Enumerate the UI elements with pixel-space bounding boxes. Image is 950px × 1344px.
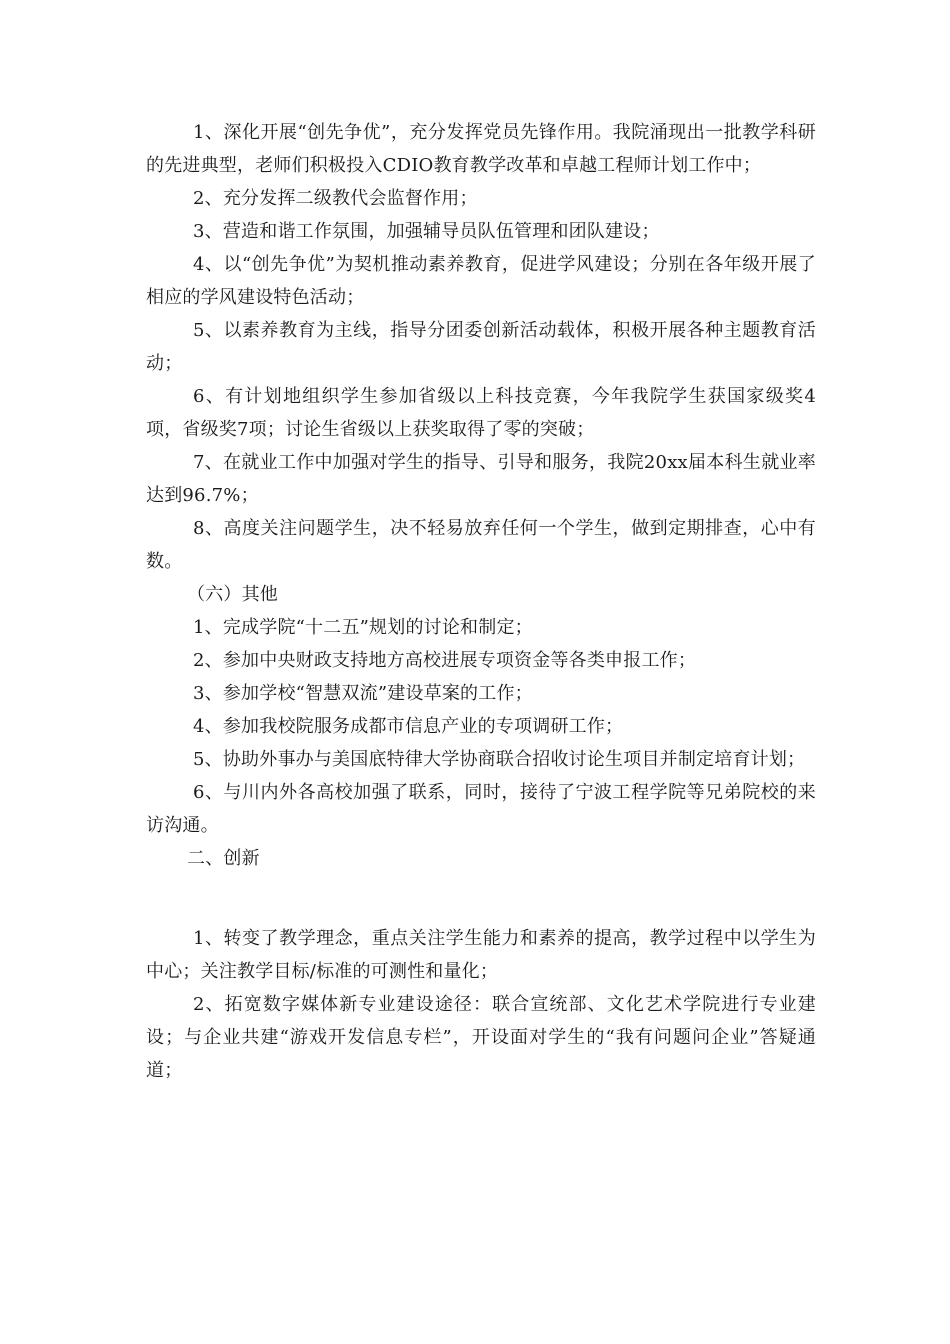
document-body	[146, 116, 816, 1087]
paragraph-university-exchange: 6、与川内外各高校加强了联系，同时，接待了宁波工程学院等兄弟院校的来访沟通。	[146, 782, 816, 836]
paragraph-smart-shuangliu: 3、参加学校“智慧双流”建设草案的工作；	[193, 683, 533, 704]
section-heading-innovation: 二、创新	[187, 848, 260, 869]
paragraph-chengdu-research: 4、参加我校院服务成都市信息产业的专项调研工作；	[193, 716, 624, 737]
paragraph-counselor-team: 3、营造和谐工作氛围，加强辅导员队伍管理和团队建设；	[193, 221, 660, 242]
paragraph-themed-activities: 5、以素养教育为主线，指导分团委创新活动载体，积极开展各种主题教育活动；	[146, 320, 816, 374]
paragraph-five-year-plan: 1、完成学院“十二五”规划的讨论和制定；	[193, 617, 533, 638]
paragraph-funding-applications: 2、参加中央财政支持地方高校进展专项资金等各类申报工作；	[193, 650, 697, 671]
paragraph-competitions: 6、有计划地组织学生参加省级以上科技竞赛，今年我院学生获国家级奖4项，省级奖7项；讨论生省级以上获奖取得了零的突破；	[146, 386, 816, 440]
paragraph-teaching-philosophy: 1、转变了教学理念，重点关注学生能力和素养的提高，教学过程中以学生为中心；关注教学目标/标准的可测性和量化；	[146, 928, 816, 982]
paragraph-employment: 7、在就业工作中加强对学生的指导、引导和服务，我院20xx届本科生就业率达到96.7%；	[146, 452, 816, 506]
section-heading-other: （六）其他	[187, 584, 278, 605]
paragraph-staff-congress: 2、充分发挥二级教代会监督作用；	[193, 188, 478, 209]
paragraph-study-style: 4、以“创先争优”为契机推动素养教育，促进学风建设；分别在各年级开展了相应的学风建设特色活动；	[146, 254, 816, 308]
paragraph-party-vanguard: 1、深化开展“创先争优”，充分发挥党员先锋作用。我院涌现出一批教学科研的先进典型，老师们积极投入CDIO教育教学改革和卓越工程师计划工作中；	[146, 122, 816, 176]
paragraph-problem-students: 8、高度关注问题学生，决不轻易放弃任何一个学生，做到定期排查，心中有数。	[146, 518, 816, 572]
section-spacer	[146, 875, 816, 922]
paragraph-detroit-program: 5、协助外事办与美国底特律大学协商联合招收讨论生项目并制定培育计划；	[193, 749, 806, 770]
paragraph-digital-media: 2、拓宽数字媒体新专业建设途径：联合宣统部、文化艺术学院进行专业建设；与企业共建“游戏开发信息专栏”，开设面对学生的“我有问题问企业”答疑通道；	[146, 994, 816, 1081]
